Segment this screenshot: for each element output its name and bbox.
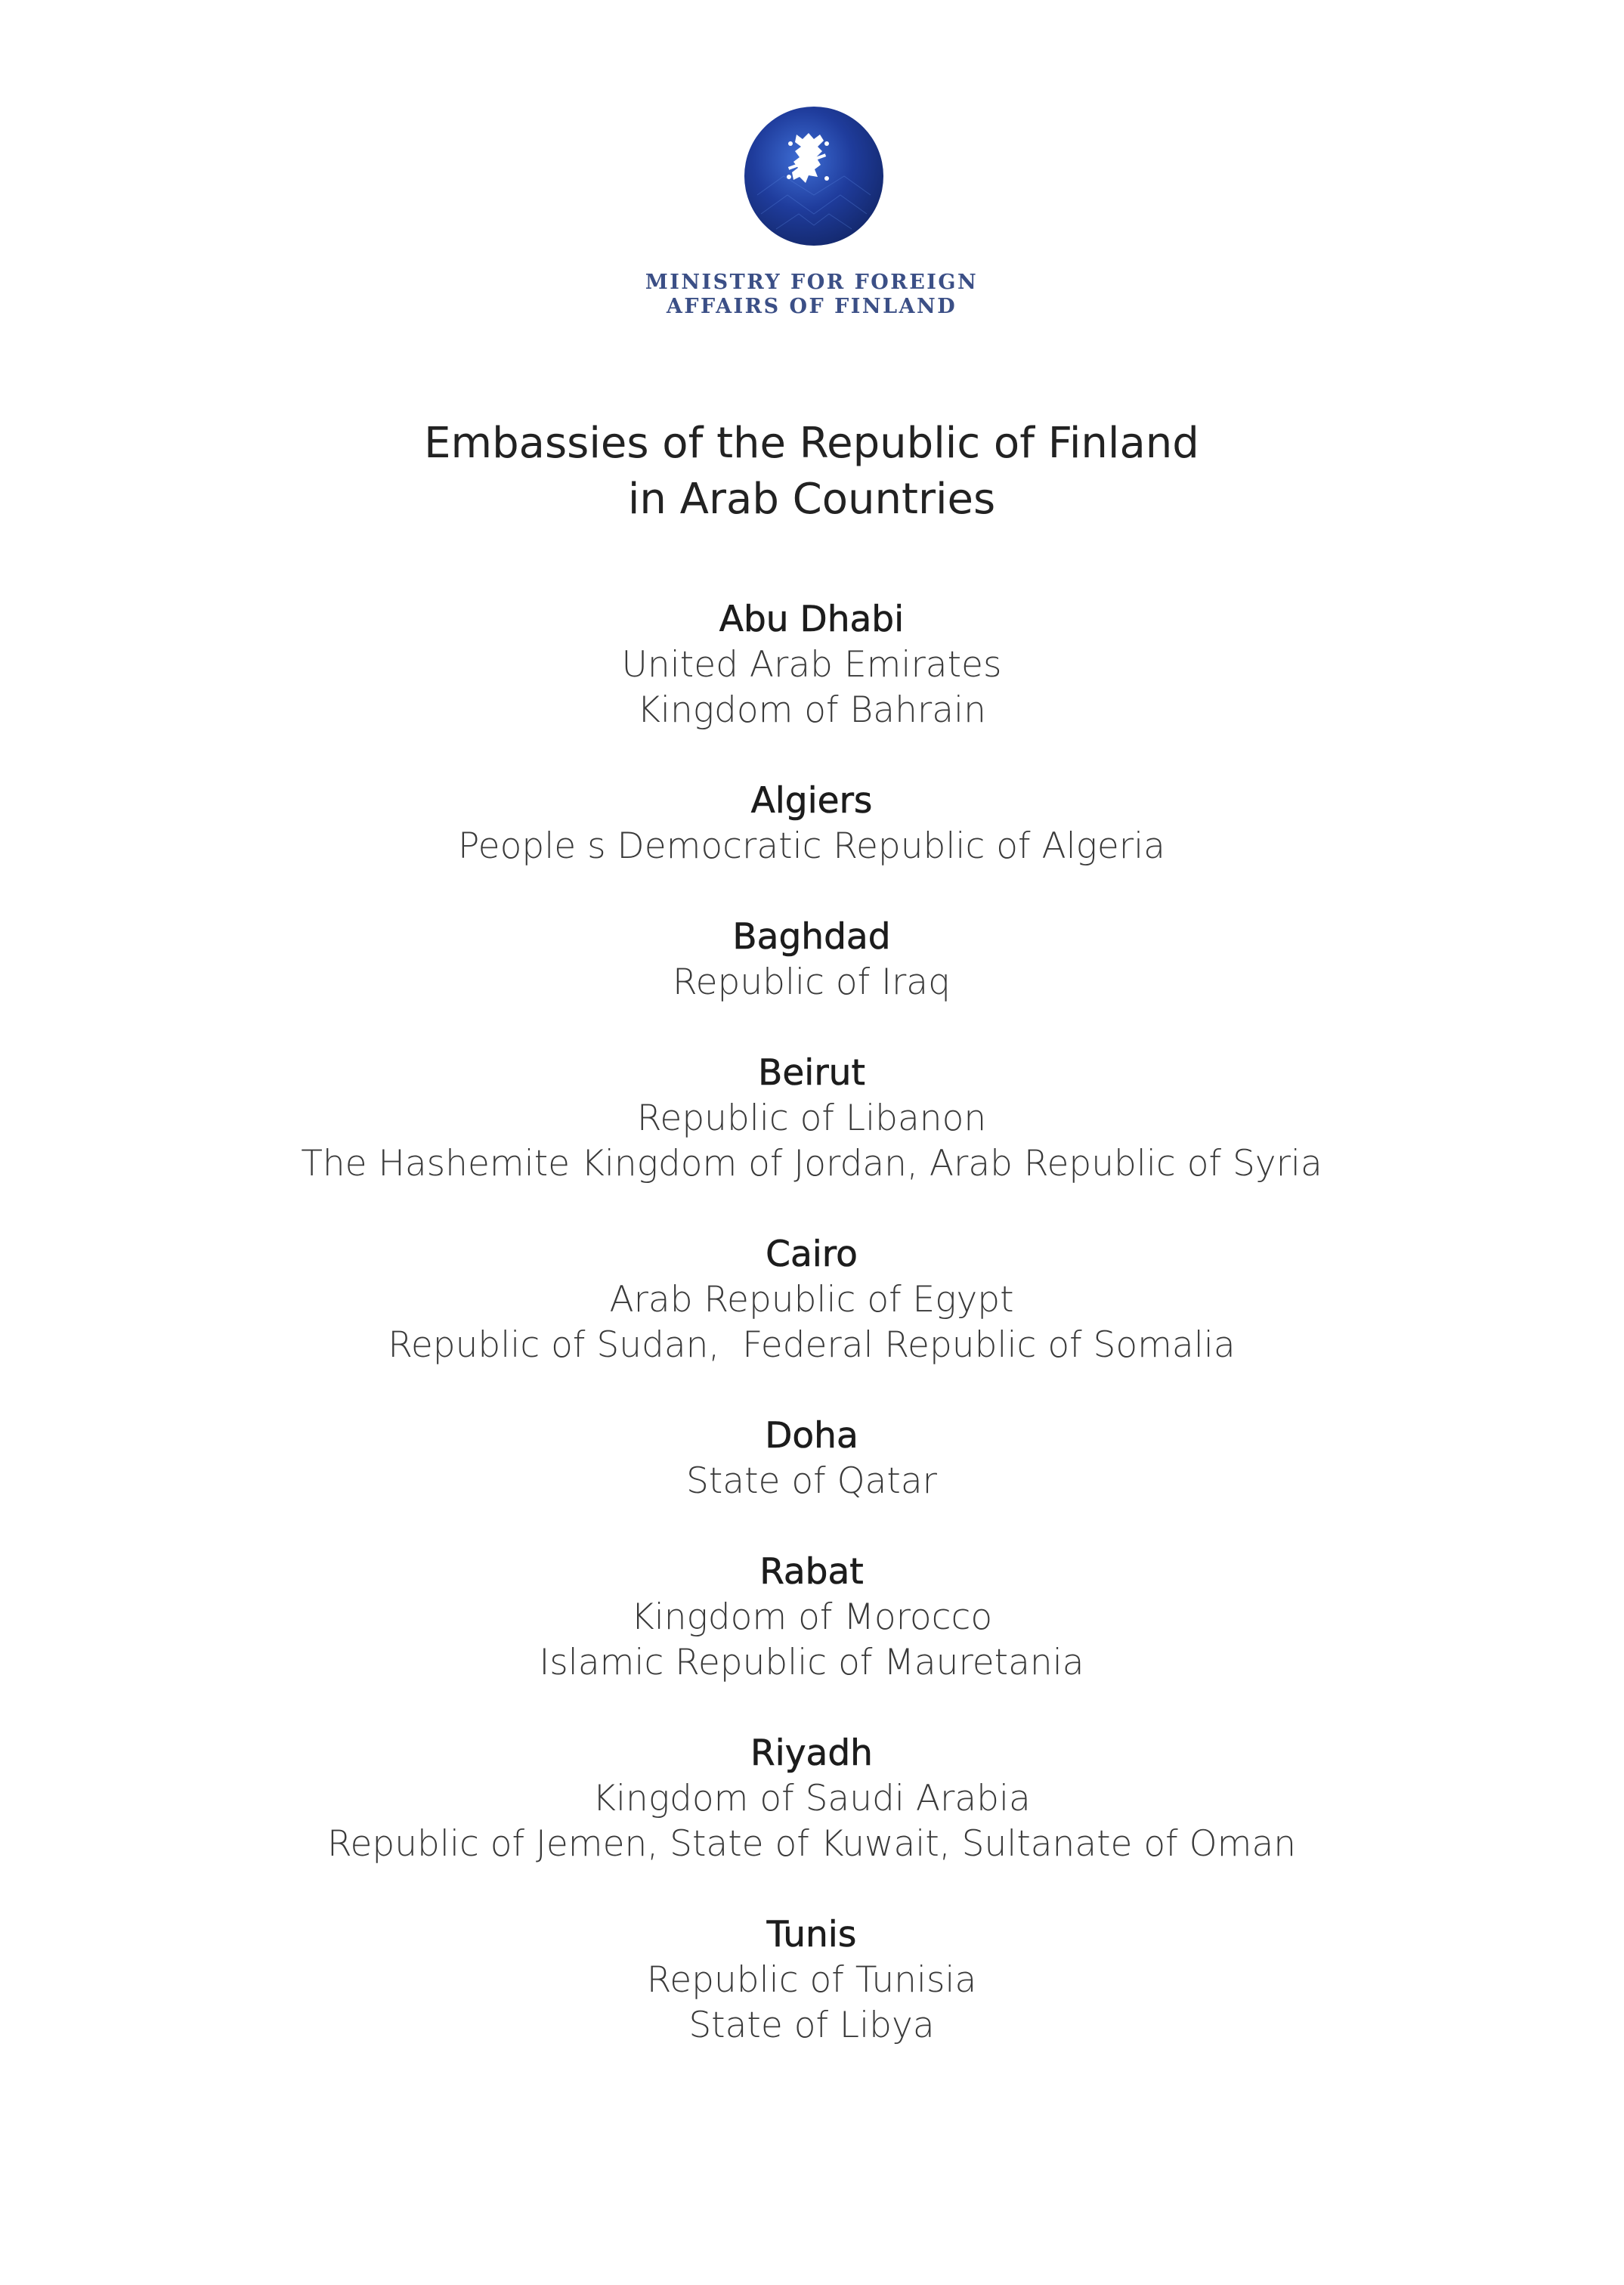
embassy-city: Riyadh	[750, 1732, 873, 1774]
page-title-line: in Arab Countries	[627, 475, 996, 524]
embassy-entry-doha	[131, 1413, 1492, 1504]
embassy-city: Abu Dhabi	[719, 599, 905, 640]
embassy-country: Republic of Iraq	[673, 961, 951, 1003]
ministry-name	[509, 271, 1114, 319]
embassy-country: Arab Republic of Egypt	[609, 1279, 1014, 1321]
embassy-entry-beirut	[131, 1051, 1492, 1187]
ministry-name-line: MINISTRY FOR FOREIGN	[645, 271, 979, 294]
embassy-city: Algiers	[750, 780, 873, 822]
finnish-lion-emblem-icon	[742, 104, 886, 248]
embassy-city: Tunis	[766, 1914, 857, 1955]
embassy-country: Republic of Sudan, Federal Republic of Somalia	[388, 1324, 1236, 1366]
embassy-entry-rabat	[131, 1550, 1492, 1686]
embassy-entry-riyadh	[131, 1731, 1492, 1867]
embassy-city: Cairo	[766, 1234, 858, 1275]
page-title	[207, 416, 1416, 528]
ministry-name-line: AFFAIRS OF FINLAND	[666, 295, 957, 318]
page-title-line: Embassies of the Republic of Finland	[424, 419, 1199, 468]
embassy-country: People s Democratic Republic of Algeria	[458, 825, 1165, 867]
embassy-list	[131, 597, 1492, 2094]
embassy-country: United Arab Emirates	[621, 644, 1002, 686]
embassy-entry-tunis	[131, 1912, 1492, 2048]
embassy-country: Kingdom of Saudi Arabia	[592, 1778, 1031, 1819]
embassy-country: Kingdom of Bahrain	[637, 689, 986, 731]
embassy-city: Beirut	[758, 1052, 865, 1094]
embassy-country: State of Qatar	[686, 1460, 937, 1502]
embassy-country: The Hashemite Kingdom of Jordan, Arab Republic of Syria	[301, 1143, 1322, 1184]
embassy-country: Kingdom of Morocco	[630, 1596, 993, 1638]
embassy-country: Republic of Jemen, State of Kuwait, Sultanate of Oman	[326, 1823, 1297, 1865]
embassy-city: Baghdad	[732, 916, 891, 958]
embassy-city: Doha	[765, 1415, 858, 1457]
embassy-country: Republic of Libanon	[636, 1098, 987, 1139]
embassy-country: Republic of Tunisia	[646, 1959, 977, 2001]
embassy-city: Rabat	[759, 1551, 864, 1593]
embassy-entry-cairo	[131, 1232, 1492, 1368]
embassy-entry-abu-dhabi	[131, 597, 1492, 733]
embassy-entry-algiers	[131, 779, 1492, 869]
embassy-country: State of Libya	[688, 2005, 935, 2046]
embassy-entry-baghdad	[131, 915, 1492, 1005]
embassy-country: Islamic Republic of Mauretania	[539, 1642, 1084, 1683]
